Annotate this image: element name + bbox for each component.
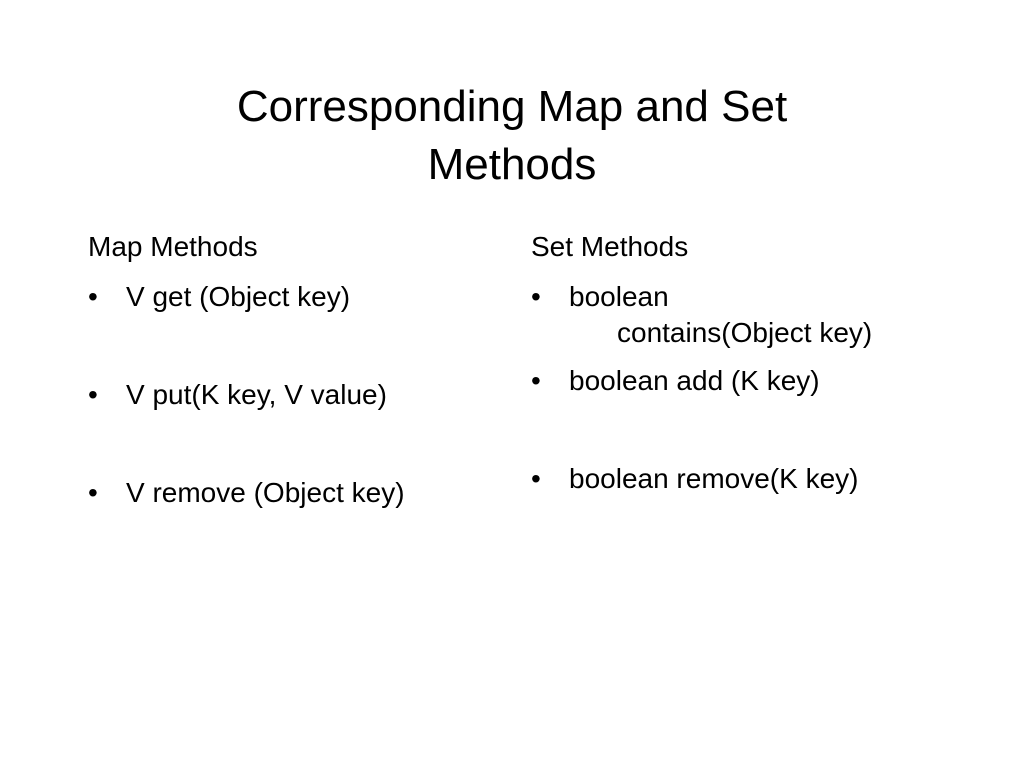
map-methods-list — [88, 279, 508, 511]
set-methods-list — [531, 279, 971, 497]
title-line-2: Methods — [427, 140, 597, 189]
bullet-icon: • — [88, 477, 98, 508]
list-item — [531, 461, 971, 497]
bullet-icon: • — [531, 463, 541, 494]
bullet-icon: • — [531, 281, 541, 312]
bullet-icon: • — [531, 365, 541, 396]
map-methods-heading: Map Methods — [88, 231, 258, 262]
set-method-add: boolean add (K key) — [569, 365, 820, 396]
title-line-1: Corresponding Map and Set — [236, 82, 788, 131]
set-method-contains: contains(Object key) — [617, 317, 873, 348]
set-method-contains-type: boolean — [569, 281, 669, 312]
set-method-remove: boolean remove(K key) — [569, 463, 859, 494]
map-method-get: V get (Object key) — [126, 281, 351, 312]
map-method-put: V put(K key, V value) — [126, 379, 387, 410]
map-method-remove: V remove (Object key) — [126, 477, 405, 508]
map-methods-column — [88, 229, 508, 511]
list-item — [88, 279, 508, 315]
bullet-icon: • — [88, 379, 98, 410]
list-item — [88, 475, 508, 511]
bullet-icon: • — [88, 281, 98, 312]
list-item — [88, 377, 508, 413]
slide-title — [112, 78, 912, 194]
list-item — [531, 279, 971, 351]
list-item — [531, 363, 971, 399]
set-methods-heading: Set Methods — [531, 231, 689, 262]
set-methods-column — [531, 229, 971, 497]
